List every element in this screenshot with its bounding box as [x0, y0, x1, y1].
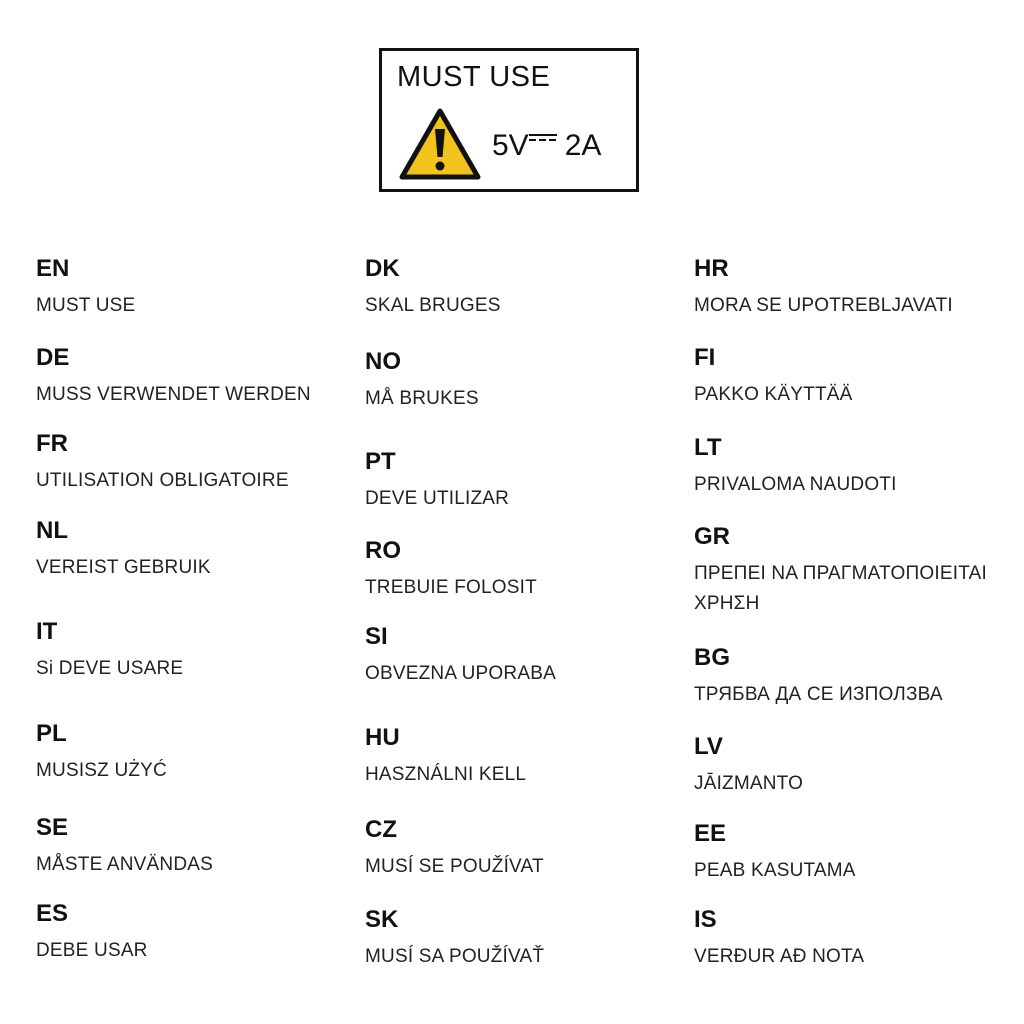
language-text: HASZNÁLNI KELL — [365, 764, 527, 785]
dc-symbol-icon — [529, 132, 557, 146]
language-text: OBVEZNA UPORABA — [365, 663, 556, 684]
language-text: MUSISZ UŻYĆ — [36, 760, 167, 781]
language-code: HU — [365, 724, 400, 751]
language-text: MUST USE — [36, 295, 136, 316]
language-code: BG — [694, 644, 730, 671]
language-code: LV — [694, 733, 723, 760]
language-text: VERÐUR AÐ NOTA — [694, 946, 865, 967]
language-code: PL — [36, 720, 67, 747]
language-code: EN — [36, 255, 70, 282]
language-text: MUSÍ SE POUŽÍVAT — [365, 856, 544, 877]
language-code: PT — [365, 448, 396, 475]
language-code: EE — [694, 820, 727, 847]
language-text: MÅSTE ANVÄNDAS — [36, 854, 214, 875]
language-text: PEAB KASUTAMA — [694, 860, 856, 881]
warning-triangle-icon — [398, 107, 482, 181]
language-code: FR — [36, 430, 68, 457]
language-code: DK — [365, 255, 400, 282]
language-text: MORA SE UPOTREBLJAVATI — [694, 295, 953, 316]
power-rating — [492, 129, 601, 163]
language-text: DEVE UTILIZAR — [365, 488, 510, 509]
language-code: IT — [36, 618, 58, 645]
language-text: JĀIZMANTO — [694, 773, 804, 794]
language-code: IS — [694, 906, 717, 933]
language-code: CZ — [365, 816, 397, 843]
language-code: HR — [694, 255, 729, 282]
label-title: MUST USE — [397, 61, 551, 93]
language-text: MÅ BRUKES — [365, 388, 479, 409]
language-text: PAKKO KÄYTTÄÄ — [694, 384, 853, 405]
language-code: SE — [36, 814, 69, 841]
voltage-value: 5V — [492, 129, 529, 162]
language-text: ТРЯБВА ДА СЕ ИЗПОЛЗВА — [694, 684, 943, 705]
language-code: NL — [36, 517, 68, 544]
language-code: NO — [365, 348, 401, 375]
language-text: MUSS VERWENDET WERDEN — [36, 384, 311, 405]
language-code: SK — [365, 906, 399, 933]
language-code: LT — [694, 434, 722, 461]
language-text: VEREIST GEBRUIK — [36, 557, 211, 578]
language-text: SKAL BRUGES — [365, 295, 501, 316]
language-code: RO — [365, 537, 401, 564]
language-text: PRIVALOMA NAUDOTI — [694, 474, 897, 495]
language-text: TREBUIE FOLOSIT — [365, 577, 537, 598]
language-text: MUSÍ SA POUŽÍVAŤ — [365, 946, 545, 967]
language-text: DEBE USAR — [36, 940, 148, 961]
language-text: UTILISATION OBLIGATOIRE — [36, 470, 289, 491]
language-code: GR — [694, 523, 730, 550]
must-use-label — [379, 48, 639, 192]
language-code: ES — [36, 900, 69, 927]
language-code: FI — [694, 344, 716, 371]
language-code: DE — [36, 344, 70, 371]
language-code: SI — [365, 623, 388, 650]
language-text: ΠΡΕΠΕΙ ΝΑ ΠΡΑΓΜΑΤΟΠΟΙΕΙΤΑΙ ΧΡΗΣΗ — [694, 563, 987, 614]
language-text: Si DEVE USARE — [36, 658, 184, 679]
current-value: 2A — [564, 129, 602, 162]
